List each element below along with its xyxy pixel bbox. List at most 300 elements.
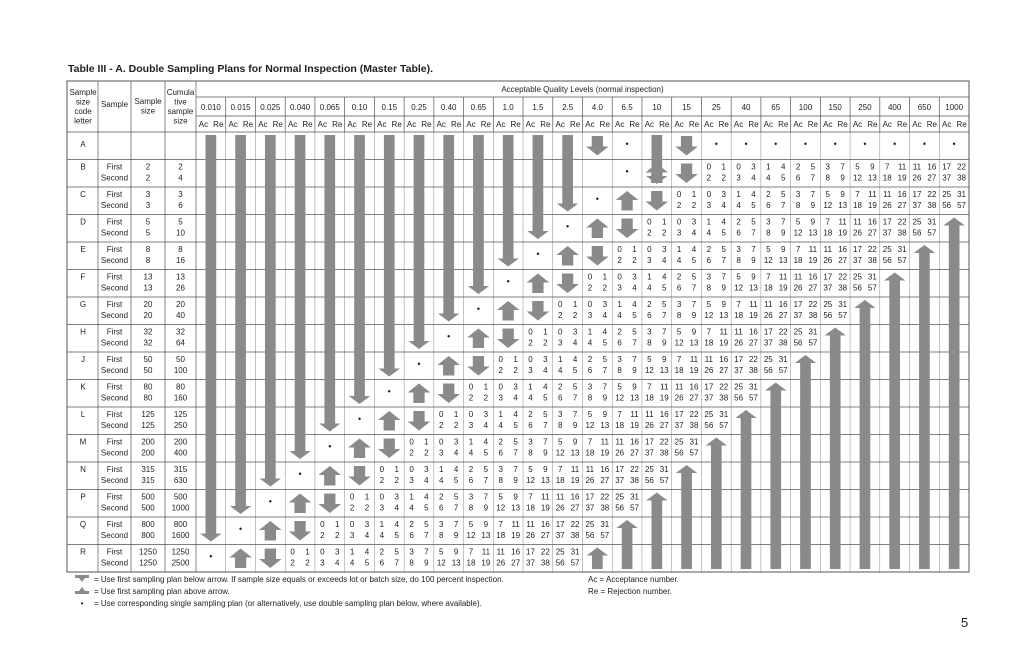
row-sample-size: 50 [143,355,153,364]
row-cumulative-size: 2500 [171,558,190,568]
plan-ac: 12 [763,256,773,265]
row-sample-first: First [106,382,123,392]
plan-ac: 8 [439,531,444,540]
row-sample-second: Second [100,338,129,348]
arrow-up-icon [556,246,579,266]
plan-re: 27 [897,201,907,210]
row-sample-size: 80 [143,382,153,392]
plan-re: 16 [659,410,669,419]
arrow-up-icon [378,411,401,431]
plan-ac: 3 [825,162,831,172]
plan-re: 19 [511,531,521,540]
plan-ac: 11 [912,162,922,172]
plan-ac: 1 [439,465,444,474]
plan-re: 38 [957,173,967,183]
plan-ac: 2 [795,162,801,172]
row-sample-first: First [106,355,123,364]
plan-re: 16 [808,272,818,282]
plan-ac: 1 [706,217,712,227]
header-re: Re [272,120,283,129]
dot-icon: • [447,331,451,342]
plan-ac: 7 [647,382,652,392]
aql-level: 0.25 [411,103,427,112]
plan-re: 7 [572,410,578,419]
plan-ac: 26 [585,476,595,485]
plan-re: 4 [513,410,518,419]
header-re: Re [599,120,610,129]
header-re: Re [510,120,521,129]
plan-ac: 11 [645,410,654,419]
header-ac: Ac [793,120,803,129]
plan-ac: 6 [409,531,414,540]
header-re: Re [569,120,581,129]
dot-icon: • [625,139,629,150]
plan-re: 9 [602,410,608,419]
plan-re: 4 [364,531,370,540]
plan-ac: 8 [736,256,741,265]
plan-re: 3 [751,162,756,172]
plan-ac: 2 [587,355,593,364]
plan-re: 11 [481,547,491,557]
plan-ac: 2 [528,338,533,348]
row-cumulative-size: 315 [173,465,188,474]
row-sample-size: 1250 [139,547,157,557]
header-ac: Ac [377,120,387,129]
header-ac: Ac [614,120,625,129]
plan-ac: 3 [349,531,355,540]
plan-re: 11 [660,382,669,392]
arrow-up-icon [229,549,252,569]
plan-re: 5 [572,382,578,392]
row-sample-size: 500 [141,503,155,513]
plan-re: 3 [662,245,667,254]
arrow-up-icon [437,356,460,376]
plan-re: 3 [602,300,608,309]
plan-re: 1 [424,437,429,447]
plan-ac: 18 [496,531,506,540]
plan-ac: 2 [706,245,712,254]
plan-ac: 2 [766,190,771,199]
plan-re: 11 [541,492,550,502]
plan-re: 31 [957,190,967,199]
plan-ac: 56 [734,393,744,403]
plan-re: 9 [453,531,459,540]
plan-ac: 0 [557,300,563,309]
plan-ac: 18 [555,476,565,485]
plan-ac: 25 [793,327,803,337]
plan-re: 5 [691,256,697,265]
plan-ac: 7 [855,190,860,199]
plan-re: 7 [751,245,756,254]
plan-ac: 3 [439,448,444,458]
plan-ac: 12 [853,173,862,183]
header-ac: Ac [317,120,328,129]
row-cumulative-size: 800 [173,520,188,529]
plan-re: 19 [808,256,818,265]
plan-re: 7 [483,476,489,485]
aql-level: 0.15 [381,103,398,112]
plan-ac: 5 [468,520,474,529]
plan-re: 9 [632,366,637,375]
plan-ac: 2 [736,217,741,227]
plan-re: 9 [424,558,429,568]
arrow-down-icon [348,466,371,486]
arrow-up-icon [289,494,312,514]
row-code-letter: B [80,162,86,172]
plan-re: 9 [513,476,518,485]
plan-re: 1 [572,300,578,309]
plan-re: 5 [751,217,756,227]
plan-re: 5 [394,547,399,557]
plan-re: 27 [778,311,788,320]
plan-ac: 56 [763,366,773,375]
plan-re: 9 [632,382,637,392]
row-cumulative-size: 1250 [171,547,190,557]
plan-re: 4 [394,520,399,529]
plan-ac: 1 [557,355,563,364]
plan-ac: 2 [439,492,444,502]
dot-icon: • [863,139,867,150]
plan-re: 5 [751,201,756,210]
plan-ac: 26 [496,558,506,568]
plan-re: 2 [721,173,726,183]
plan-ac: 2 [409,448,414,458]
plan-ac: 11 [585,465,595,474]
plan-re: 31 [689,437,699,447]
plan-ac: 4 [676,256,682,265]
plan-ac: 12 [674,338,684,348]
plan-re: 5 [602,355,608,364]
plan-ac: 25 [882,245,892,254]
arrow-up-icon [825,328,846,570]
header-ac: Ac [823,120,833,129]
plan-ac: 0 [647,245,652,254]
row-cumulative-size: 64 [176,338,185,348]
plan-ac: 6 [706,256,712,265]
plan-ac: 1 [617,300,622,309]
row-sample-second: Second [100,503,129,513]
header-re: Re [421,120,432,129]
plan-re: 9 [780,228,786,238]
plan-ac: 0 [587,300,593,309]
plan-re: 9 [662,338,667,348]
plan-re: 1 [364,492,370,502]
header-aql-title: Acceptable Quality Levels (normal inspection) [501,85,664,94]
arrow-up-icon [943,218,964,570]
plan-re: 22 [689,410,699,419]
plan-re: 11 [719,327,728,337]
plan-ac: 7 [617,410,622,419]
legend-up-text: = Use first sampling plan above arrow. [94,587,230,597]
plan-ac: 8 [795,201,801,210]
aql-level: 1000 [945,103,964,112]
plan-re: 16 [867,217,877,227]
header-re: Re [837,120,848,129]
plan-ac: 8 [647,338,652,348]
plan-ac: 26 [793,283,803,293]
row-code-letter: M [79,437,87,447]
row-sample-first: First [106,190,123,199]
plan-ac: 17 [763,327,773,337]
plan-re: 5 [572,366,578,375]
plan-re: 4 [453,465,459,474]
aql-level: 650 [917,103,932,112]
plan-re: 16 [748,327,758,337]
plan-ac: 26 [644,421,654,430]
plan-ac: 8 [409,558,414,568]
plan-ac: 37 [615,476,625,485]
plan-ac: 18 [674,366,684,375]
plan-ac: 3 [587,311,593,320]
plan-ac: 2 [557,311,563,320]
plan-ac: 7 [885,162,890,172]
row-cumulative-size: 4 [178,173,183,183]
legend [70,574,970,614]
plan-ac: 5 [439,547,444,557]
plan-ac: 17 [942,162,952,172]
header-ac: Ac [704,120,714,129]
plan-ac: 3 [766,217,771,227]
row-sample-first: First [106,520,123,529]
plan-ac: 37 [793,311,803,320]
plan-ac: 3 [647,327,652,337]
plan-re: 57 [927,228,937,238]
plan-ac: 56 [615,503,625,513]
plan-ac: 26 [882,201,892,210]
plan-ac: 0 [557,327,563,337]
header-re: Re [302,120,313,129]
plan-re: 4 [483,437,489,447]
plan-re: 3 [483,410,489,419]
plan-re: 5 [602,338,608,348]
plan-re: 4 [632,283,637,293]
plan-ac: 7 [587,437,593,447]
plan-ac: 56 [555,558,565,568]
row-code-letter: H [80,327,86,337]
plan-re: 5 [513,437,518,447]
arrow-down-icon [70,574,94,586]
plan-ac: 3 [498,393,503,403]
row-sample-size: 20 [143,300,153,309]
plan-re: 4 [721,201,726,210]
plan-ac: 5 [795,217,801,227]
plan-re: 16 [838,245,848,254]
plan-ac: 2 [409,520,414,529]
header-re: Re [688,120,700,129]
plan-ac: 17 [526,547,535,557]
plan-ac: 2 [349,503,355,513]
plan-re: 38 [630,476,639,485]
plan-ac: 8 [766,228,771,238]
header-ac: Ac [347,120,357,129]
aql-level: 250 [858,103,872,112]
plan-ac: 12 [496,503,506,513]
plan-ac: 3 [528,437,533,447]
plan-re: 38 [570,531,580,540]
plan-ac: 17 [555,520,565,529]
legend-row-dot [70,598,482,609]
aql-level: 25 [711,103,721,112]
plan-re: 13 [600,421,610,430]
legend-row-up [70,586,672,597]
plan-re: 27 [630,448,639,458]
plan-ac: 8 [587,393,593,403]
plan-re: 19 [659,393,669,403]
aql-level: 4.0 [591,103,603,112]
plan-ac: 5 [617,382,622,392]
plan-ac: 37 [704,393,714,403]
plan-re: 4 [662,272,667,282]
row-cumulative-size: 100 [173,366,188,375]
row-sample-second: Second [100,366,129,375]
plan-re: 7 [691,283,697,293]
plan-ac: 26 [763,311,773,320]
plan-re: 2 [424,448,429,458]
plan-ac: 6 [676,283,682,293]
arrow-down-icon [437,384,460,404]
plan-re: 27 [867,228,877,238]
aql-level: 15 [682,103,692,112]
plan-ac: 5 [676,327,682,337]
plan-ac: 3 [379,503,385,513]
row-sample-first: First [106,217,123,227]
plan-ac: 18 [853,201,862,210]
arrow-down-icon [259,549,282,569]
aql-level: 0.010 [200,103,221,112]
dot-icon: • [744,139,748,150]
plan-re: 22 [540,547,550,557]
plan-ac: 1 [409,492,414,502]
row-cumulative-size: 80 [176,382,185,392]
plan-ac: 7 [676,355,682,364]
plan-re: 9 [840,190,845,199]
header-ac: Ac [852,120,863,129]
legend-row-down [70,574,679,585]
plan-ac: 8 [706,283,712,293]
plan-re: 7 [602,382,608,392]
plan-re: 27 [838,256,848,265]
plan-re: 9 [751,272,756,282]
plan-re: 7 [632,355,637,364]
plan-ac: 56 [942,201,952,210]
plan-re: 7 [662,327,667,337]
plan-re: 19 [600,448,610,458]
row-sample-size: 315 [141,476,155,485]
plan-re: 57 [719,421,729,430]
plan-ac: 18 [763,283,773,293]
plan-re: 31 [867,272,877,282]
plan-ac: 12 [615,393,625,403]
plan-ac: 11 [823,245,832,254]
dot-icon: • [566,221,570,232]
plan-re: 5 [543,393,548,403]
plan-ac: 2 [647,300,652,309]
plan-re: 13 [838,201,848,210]
plan-ac: 17 [882,217,892,227]
row-sample-second: Second [100,393,129,403]
plan-re: 7 [483,492,489,502]
row-code-letter: F [80,272,86,282]
header-re: Re [748,120,759,129]
plan-re: 16 [719,355,729,364]
plan-ac: 4 [706,228,712,238]
plan-ac: 6 [439,503,444,513]
plan-re: 9 [751,256,756,265]
plan-ac: 11 [704,355,714,364]
arrow-up-icon [348,439,371,459]
arrow-down-icon [378,439,401,459]
plan-ac: 3 [468,492,474,502]
plan-ac: 8 [825,173,831,183]
plan-re: 9 [483,520,489,529]
header-ac: Ac [198,120,209,129]
row-sample-size: 5 [145,228,151,238]
plan-re: 4 [632,300,637,309]
plan-ac: 0 [736,162,741,172]
plan-re: 9 [780,245,786,254]
header-ac: Ac [466,120,476,129]
header-ac: Ac [733,120,744,129]
plan-re: 1 [483,382,489,392]
row-cumulative-size: 32 [176,327,185,337]
arrow-down-icon [616,219,639,239]
row-cumulative-size: 200 [173,437,188,447]
row-code-letter: L [80,410,86,419]
row-sample-first: First [106,162,123,172]
plan-ac: 26 [853,228,862,238]
plan-ac: 0 [290,547,295,557]
plan-ac: 37 [674,421,684,430]
arrow-down-icon [200,135,221,542]
header-re: Re [391,120,402,129]
plan-re: 7 [810,173,816,183]
plan-re: 22 [778,327,788,337]
plan-re: 1 [691,190,697,199]
plan-re: 9 [840,173,845,183]
plan-re: 4 [691,228,697,238]
plan-re: 9 [691,311,697,320]
row-code-letter: Q [79,520,87,529]
arrow-up-icon [259,521,282,541]
plan-ac: 17 [585,492,595,502]
row-sample-first: First [106,465,123,474]
plan-re: 19 [719,338,729,348]
plan-re: 4 [602,311,608,320]
plan-re: 7 [810,190,816,199]
plan-re: 3 [453,437,459,447]
plan-re: 1 [721,162,726,172]
plan-ac: 2 [557,382,563,392]
arrow-down-icon [379,135,400,377]
arrow-up-icon [467,329,490,349]
aql-level: 1.5 [532,103,544,112]
plan-ac: 7 [557,465,563,474]
plan-ac: 56 [912,228,922,238]
plan-ac: 2 [468,393,474,403]
aql-level: 0.40 [440,103,457,112]
row-cumulative-size: 1000 [171,503,190,513]
plan-ac: 2 [617,327,622,337]
plan-re: 5 [364,558,370,568]
header-ac: Ac [406,120,417,129]
plan-re: 13 [630,393,639,403]
plan-re: 3 [691,217,697,227]
row-sample-size: 8 [145,256,151,265]
plan-re: 16 [600,465,610,474]
plan-re: 1 [394,465,399,474]
plan-re: 4 [543,366,548,375]
header-sample-size: Sample [134,97,162,106]
